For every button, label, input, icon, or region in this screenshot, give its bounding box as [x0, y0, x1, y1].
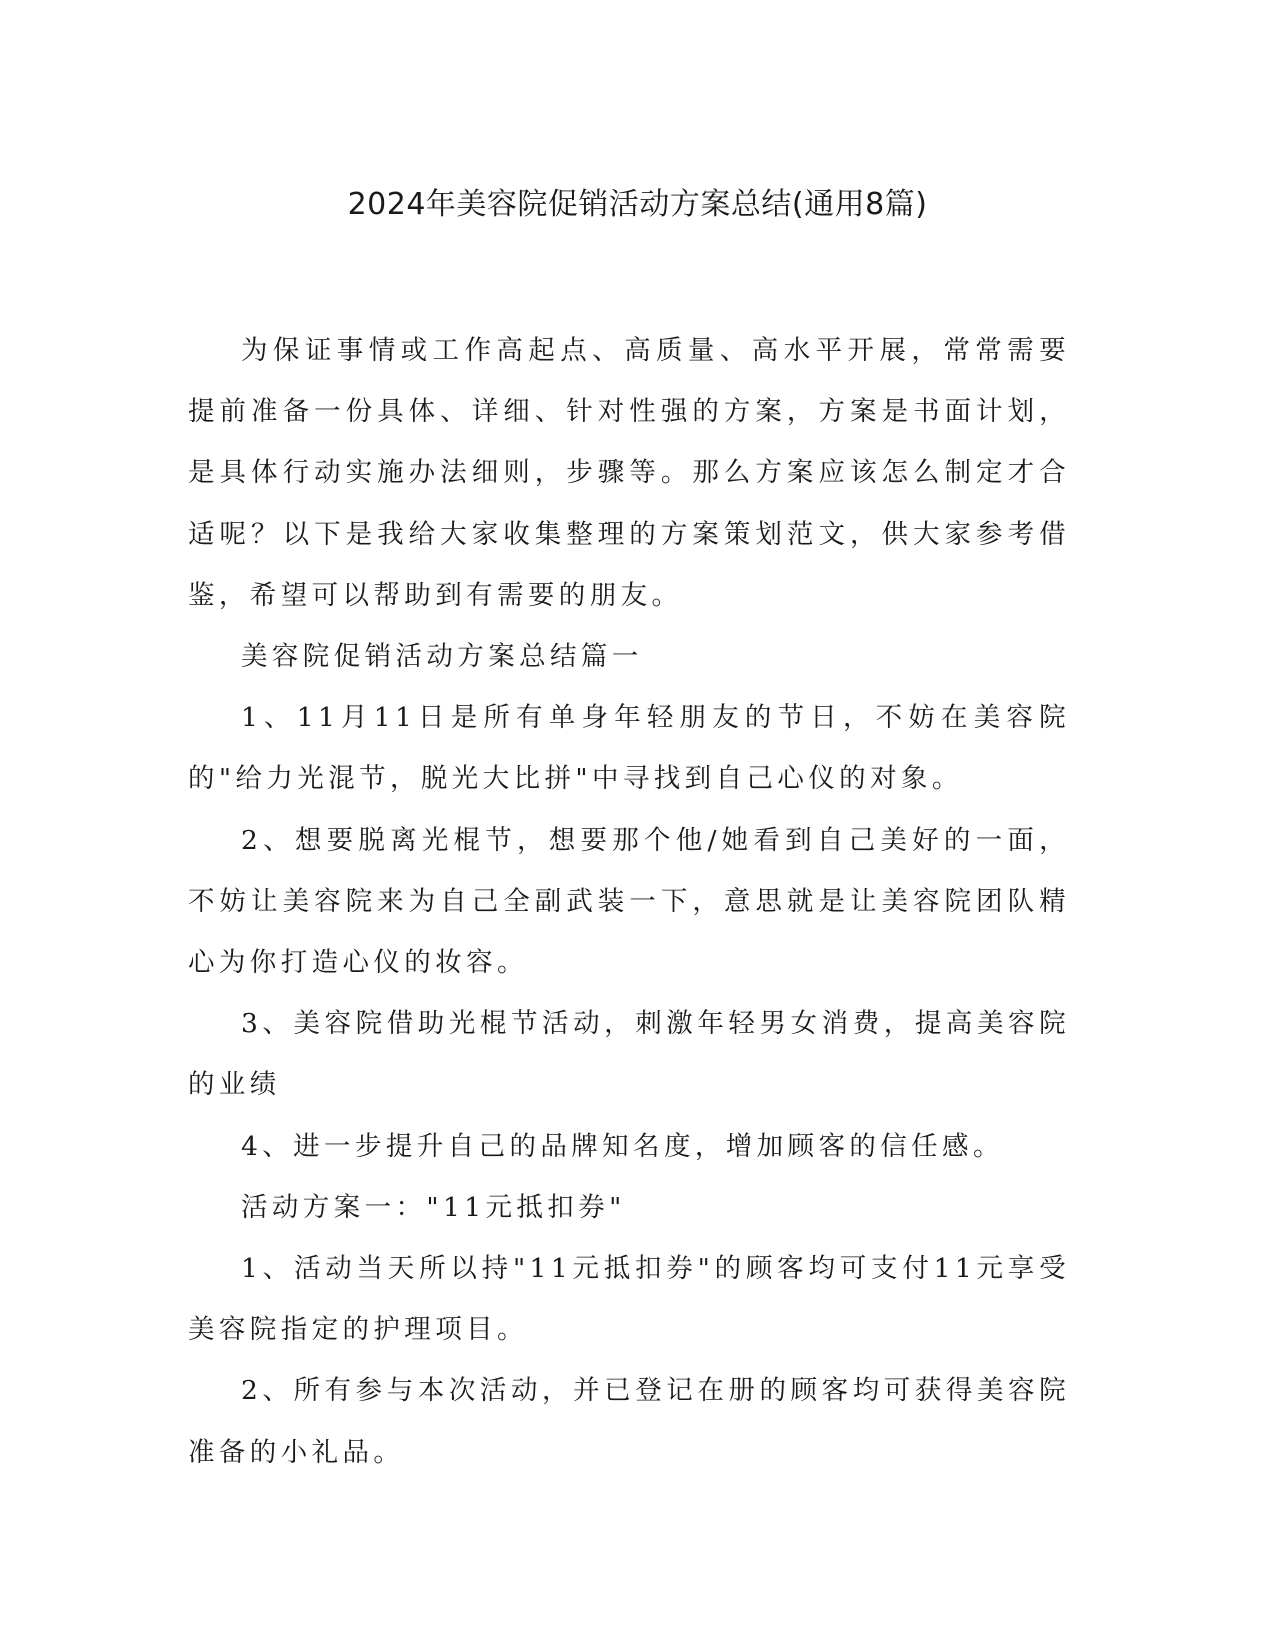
- list-item: 1、活动当天所以持"11元抵扣券"的顾客均可支付11元享受美容院指定的护理项目。: [188, 1253, 1070, 1346]
- intro-paragraph: 为保证事情或工作高起点、高质量、高水平开展，常常需要提前准备一份具体、详细、针对性强的方案，方案是书面计划，是具体行动实施办法细则，步骤等。那么方案应该怎么制定才合适呢？以下是我给大家收集整理的方案策划范文，供大家参考借鉴，希望可以帮助到有需要的朋友。: [188, 335, 1070, 611]
- list-item: 2、想要脱离光棍节，想要那个他/她看到自己美好的一面，不妨让美容院来为自己全副武装一下，意思就是让美容院团队精心为你打造心仪的妆容。: [188, 824, 1070, 979]
- list-item: 1、11月11日是所有单身年轻朋友的节日，不妨在美容院的"给力光混节，脱光大比拼"中寻找到自己心仪的对象。: [188, 702, 1070, 795]
- document-title: 2024年美容院促销活动方案总结(通用8篇): [347, 187, 928, 222]
- section-heading: 美容院促销活动方案总结篇一: [241, 641, 643, 673]
- list-item: 2、所有参与本次活动，并已登记在册的顾客均可获得美容院准备的小礼品。: [188, 1375, 1070, 1468]
- list-item: 4、进一步提升自己的品牌知名度，增加顾客的信任感。: [241, 1130, 1004, 1162]
- plan-heading: 活动方案一："11元抵扣券": [241, 1191, 626, 1223]
- document-body: [188, 320, 1070, 1483]
- list-item: 3、美容院借助光棍节活动，刺激年轻男女消费，提高美容院的业绩: [188, 1008, 1070, 1101]
